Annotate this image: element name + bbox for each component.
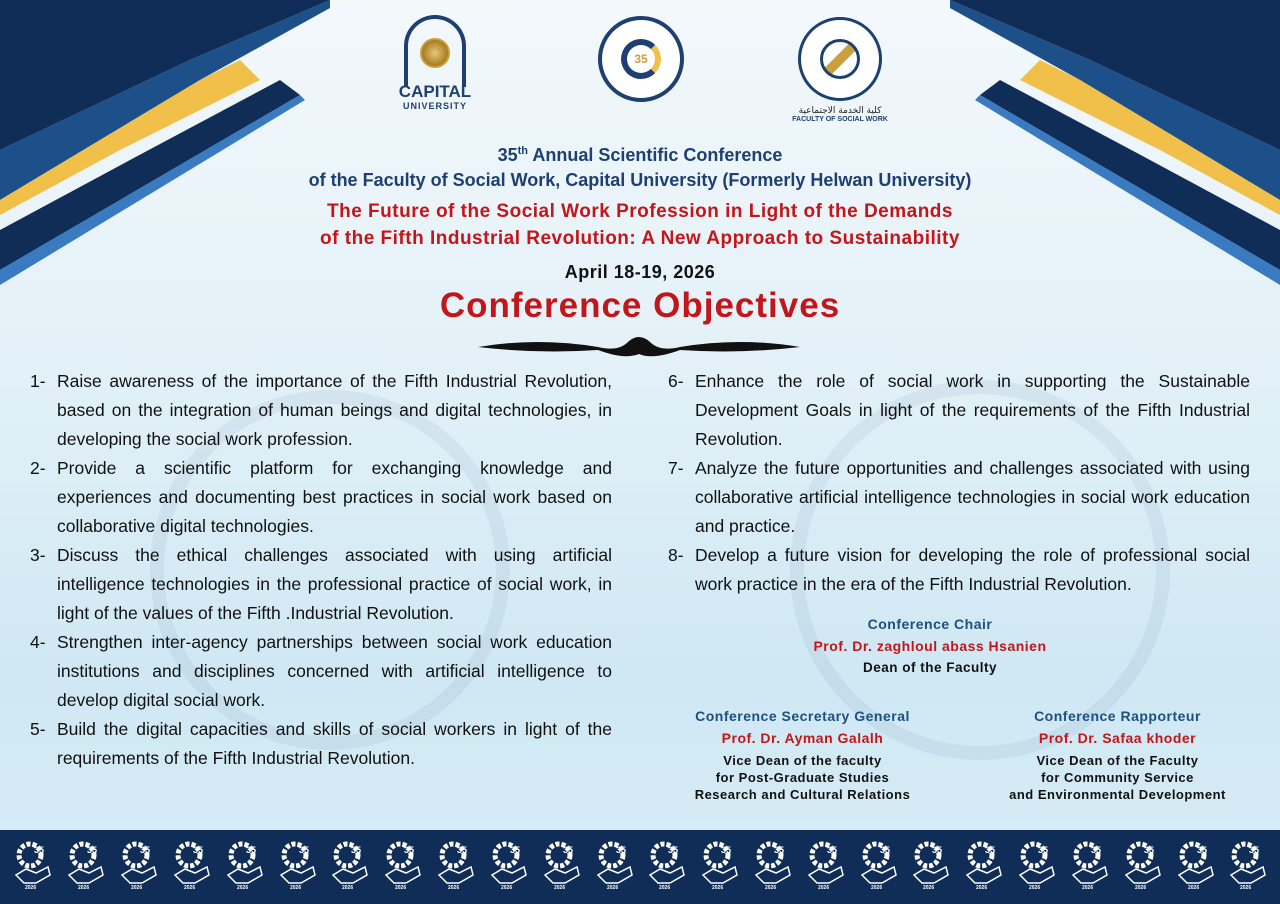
conference-edition: 35th Annual Scientific Conference [497,145,783,165]
conference-chair [780,616,1080,676]
person-name: Prof. Dr. zaghloul abass Hsanien [813,638,1047,654]
svg-text:35: 35 [509,845,520,855]
position-lines: Vice Dean of the faculty for Post-Graduate Studies Research and Cultural Relations [694,753,911,802]
objective-item [668,541,1250,599]
footer-conference-logo-icon [858,839,898,895]
svg-text:35: 35 [245,845,256,855]
svg-text:2026: 2026 [712,885,724,889]
svg-text:2026: 2026 [131,885,143,889]
objective-number: 3- [30,545,46,565]
footer-conference-logo-icon [488,839,528,895]
conference-organizer: of the Faculty of Social Work, Capital University (Formerly Helwan University) [308,170,972,190]
objective-item [30,628,612,715]
svg-text:2026: 2026 [606,885,618,889]
objective-item [668,454,1250,541]
ornament-divider-icon [478,332,800,362]
svg-text:2026: 2026 [1134,885,1146,889]
objective-number: 5- [30,719,46,739]
objective-text: Analyze the future opportunities and challenges associated with using collaborative artificial intelligence technologies in social work education and practice. [695,458,1250,536]
objective-item [30,715,612,773]
svg-text:2026: 2026 [923,885,935,889]
footer-conference-logo-icon [1227,839,1267,895]
svg-text:2026: 2026 [500,885,512,889]
footer-conference-logo-icon [910,839,950,895]
objective-item [30,541,612,628]
role-title: Conference Secretary General [695,708,910,724]
footer-conference-logo-icon [1122,839,1162,895]
theme-line-2: of the Fifth Industrial Revolution: A New Approach to Sustainability [320,228,960,249]
objective-text: Raise awareness of the importance of the Fifth Industrial Revolution, based on the integration of human beings and digital technologies, in developing the social work profession. [57,371,612,449]
svg-text:35: 35 [192,845,203,855]
person-name: Prof. Dr. Ayman Galalh [721,730,884,746]
svg-text:35: 35 [774,845,785,855]
footer-conference-logo-icon [382,839,422,895]
conference-logo: 35 [598,16,684,102]
objectives-left-column [30,367,612,773]
objective-number: 8- [668,545,684,565]
svg-text:2026: 2026 [236,885,248,889]
position-lines: Vice Dean of the Faculty for Community Service and Environmental Development [1009,753,1226,802]
svg-text:35: 35 [1196,845,1207,855]
footer-conference-logo-icon [541,839,581,895]
footer-conference-logo-icon [12,839,52,895]
objective-text: Discuss the ethical challenges associated with using artificial intelligence technologies in the professional practice of social work, in light of the values of the Fifth .Industrial Revolution. [57,545,612,623]
svg-text:35: 35 [298,845,309,855]
svg-text:2026: 2026 [870,885,882,889]
footer-conference-logo-icon [65,839,105,895]
footer-conference-logo-icon [224,839,264,895]
conference-rapporteur [975,708,1260,803]
svg-text:35: 35 [879,845,890,855]
svg-text:2026: 2026 [1081,885,1094,889]
svg-text:2026: 2026 [25,885,37,889]
svg-text:2026: 2026 [448,885,460,889]
svg-text:35: 35 [615,845,626,855]
svg-text:35: 35 [562,845,573,855]
svg-text:35: 35 [1143,845,1154,855]
svg-text:35: 35 [932,845,943,855]
footer-conference-logo-icon [646,839,686,895]
svg-text:35: 35 [34,845,45,855]
footer-conference-logo-icon [1016,839,1056,895]
svg-text:2026: 2026 [659,885,671,889]
svg-text:2026: 2026 [342,885,354,889]
objective-number: 1- [30,371,46,391]
objective-number: 4- [30,632,46,652]
svg-text:35: 35 [826,845,837,855]
svg-text:35: 35 [1038,845,1049,855]
svg-text:2026: 2026 [1187,885,1199,889]
theme-line-1: The Future of the Social Work Profession in Light of the Demands [327,201,953,222]
person-name: Prof. Dr. Safaa khoder [1038,730,1197,746]
svg-text:35: 35 [985,845,996,855]
svg-text:2026: 2026 [1029,885,1041,889]
conference-date: April 18-19, 2026 [564,262,716,282]
faculty-of-social-work-logo: كلية الخدمة الاجتماعية FACULTY OF SOCIAL WORK [780,17,900,123]
objective-item [30,367,612,454]
objective-text: Build the digital capacities and skills of social workers in light of the requirements of the Fifth Industrial Revolution. [57,719,612,768]
role-title: Conference Rapporteur [1034,708,1201,724]
role-title: Conference Chair [867,616,993,632]
footer-conference-logo-icon [699,839,739,895]
svg-text:35: 35 [1090,845,1101,855]
footer-conference-logo-icon [963,839,1003,895]
svg-text:35: 35 [404,845,415,855]
objective-number: 7- [668,458,684,478]
footer-conference-logo-icon [752,839,792,895]
position-line: Dean of the Faculty [862,660,998,675]
footer-conference-logo-icon [435,839,475,895]
objective-item [668,367,1250,454]
svg-text:35: 35 [721,845,732,855]
svg-text:35: 35 [140,845,151,855]
objective-item [30,454,612,541]
footer-conference-logo-icon [594,839,634,895]
svg-text:35: 35 [351,845,362,855]
objective-text: Develop a future vision for developing the role of professional social work practice in the era of the Fifth Industrial Revolution. [695,545,1250,594]
svg-text:2026: 2026 [765,885,777,889]
capital-university-logo: CAPITAL UNIVERSITY [395,15,475,111]
objective-number: 2- [30,458,46,478]
footer-conference-logo-icon [118,839,158,895]
footer-conference-logo-icon [329,839,369,895]
footer-logo-band [0,830,1280,904]
svg-text:35: 35 [87,845,98,855]
svg-text:35: 35 [668,845,679,855]
footer-conference-logo-icon [171,839,211,895]
footer-conference-logo-icon [805,839,845,895]
footer-conference-logo-icon [1175,839,1215,895]
svg-text:2026: 2026 [395,885,407,889]
footer-conference-logo-icon [1069,839,1109,895]
svg-text:2026: 2026 [289,885,301,889]
footer-conference-logo-icon [277,839,317,895]
svg-text:2026: 2026 [1240,885,1252,889]
objective-number: 6- [668,371,684,391]
svg-text:2026: 2026 [817,885,829,889]
section-title: Conference Objectives [439,286,841,325]
objective-text: Provide a scientific platform for exchanging knowledge and experiences and documenting best practices in social work based on collaborative digital technologies. [57,458,612,536]
svg-text:2026: 2026 [78,885,90,889]
svg-text:2026: 2026 [183,885,196,889]
objectives-right-column [668,367,1250,599]
svg-text:2026: 2026 [553,885,565,889]
svg-text:2026: 2026 [976,885,988,889]
conference-secretary-general [660,708,945,803]
svg-text:35: 35 [1249,845,1260,855]
objective-text: Enhance the role of social work in supporting the Sustainable Development Goals in light of the requirements of the Fifth Industrial Revolution. [695,371,1250,449]
svg-text:35: 35 [457,845,468,855]
objective-text: Strengthen inter-agency partnerships between social work education institutions and disciplines concerned with artificial intelligence to develop digital social work. [57,632,612,710]
